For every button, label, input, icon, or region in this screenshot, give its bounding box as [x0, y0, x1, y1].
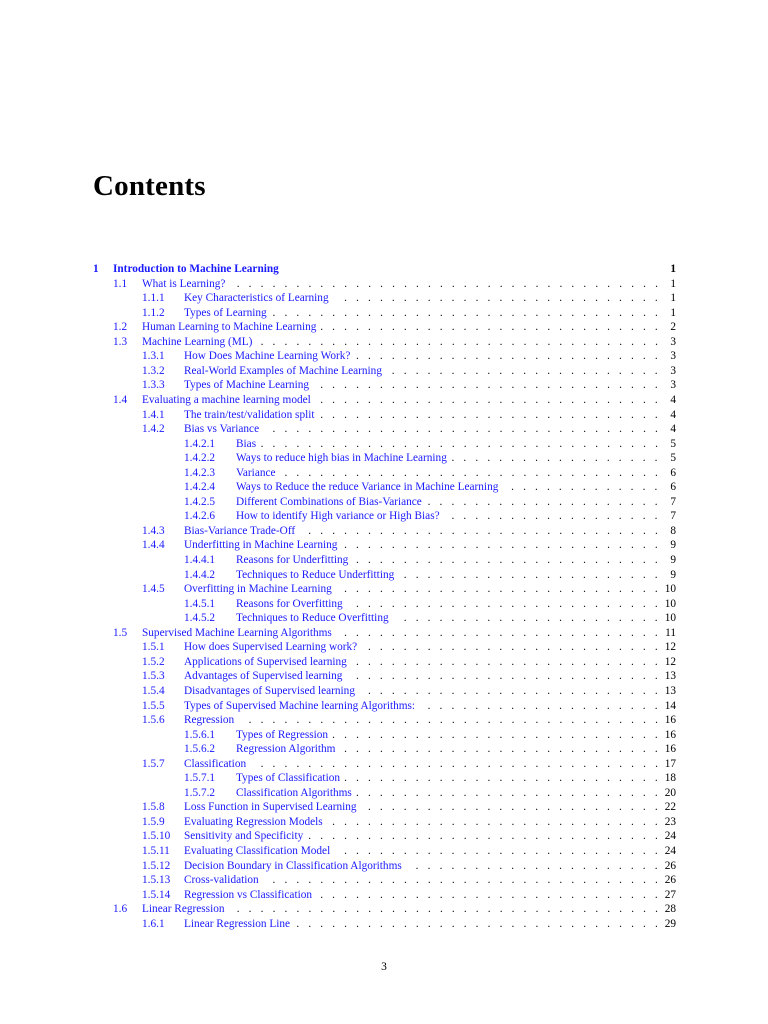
toc-entry[interactable] [0, 684, 768, 699]
toc-entry-link[interactable]: Bias [236, 437, 257, 450]
toc-entry-page: 18 [664, 772, 676, 785]
toc-entry-number[interactable]: 1.4.2.1 [184, 437, 216, 450]
toc-entry-number[interactable]: 1.5.6.2 [184, 743, 216, 756]
toc-entry-page: 9 [670, 554, 676, 566]
toc-entry-link[interactable]: Techniques to Reduce Underfitting [236, 568, 395, 581]
toc-entry-number[interactable]: 1.3.3 [142, 379, 165, 392]
toc-entry-number[interactable]: 1.5.6 [142, 714, 165, 727]
toc-entry-link[interactable]: Classification Algorithms [236, 786, 352, 799]
toc-entry-page: 4 [670, 393, 676, 406]
toc-entry-link[interactable]: Key Characteristics of Learning [184, 292, 329, 305]
toc-entry-link[interactable]: Regression Algorithm [236, 743, 336, 756]
toc-entry[interactable] [0, 800, 768, 815]
toc-entry[interactable] [0, 306, 768, 321]
dot-leader: .................................. [260, 335, 668, 348]
toc-entry-page: 1 [670, 292, 676, 305]
toc-entry-number[interactable]: 1.1.2 [142, 306, 165, 319]
toc-entry-page: 6 [670, 481, 676, 494]
toc-entry-link[interactable]: Variance [236, 466, 276, 479]
toc-entry[interactable] [0, 277, 768, 292]
toc-entry[interactable] [0, 378, 768, 393]
toc-entry[interactable] [0, 364, 768, 379]
toc-entry-number[interactable]: 1.5.5 [142, 699, 165, 712]
dot-leader: ............................. [320, 408, 667, 421]
toc-entry-number[interactable]: 1.6 [113, 903, 128, 916]
dot-leader: ......................... [367, 684, 667, 697]
toc-entry-page: 22 [664, 801, 676, 814]
toc-entry-page: 1 [670, 263, 676, 275]
toc-entry-link[interactable]: Human Learning to Machine Learning [142, 321, 317, 334]
dot-leader: .................. [451, 510, 667, 523]
dot-leader: ............. [511, 481, 667, 494]
toc-entry-page: 26 [664, 859, 676, 872]
toc-entry-number[interactable]: 1.1 [113, 277, 128, 290]
toc-entry-number[interactable]: 1.4.4 [142, 539, 165, 552]
toc-entry-link[interactable]: Advantages of Supervised learning [184, 670, 343, 683]
toc-entry-link[interactable]: Reasons for Underfitting [236, 554, 349, 566]
toc-entry-link[interactable]: Classification [184, 757, 247, 770]
dot-leader: ......................... [367, 641, 667, 654]
toc-entry-number[interactable]: 1.4.2.3 [184, 466, 216, 479]
toc-entry-page: 5 [670, 452, 676, 465]
toc-entry-page: 14 [664, 699, 676, 712]
toc-entry-link[interactable]: Reasons for Overfitting [236, 597, 343, 610]
toc-entry-number[interactable]: 1.5.12 [142, 859, 171, 872]
toc-entry-number[interactable]: 1.4.1 [142, 408, 165, 421]
toc-entry[interactable] [0, 524, 768, 539]
toc-entry-number[interactable]: 1.3.2 [142, 364, 165, 377]
dot-leader: ...................... [403, 568, 667, 581]
dot-leader: ................................ [284, 466, 667, 479]
toc-entry-link[interactable]: Different Combinations of Bias-Variance [236, 495, 422, 508]
dot-leader: ......................... [367, 801, 667, 814]
toc-entry-number[interactable]: 1.1.1 [142, 292, 165, 305]
toc-entry-page: 26 [664, 874, 676, 887]
toc-entry[interactable] [0, 597, 768, 612]
toc-entry[interactable] [0, 844, 768, 859]
dot-leader: ............................. [320, 321, 667, 334]
toc-entry-page: 20 [664, 786, 676, 799]
toc-entry-number[interactable]: 1.5.8 [142, 801, 165, 814]
toc-entry[interactable] [0, 262, 768, 277]
toc-entry[interactable] [0, 873, 768, 888]
toc-entry-link[interactable]: Regression vs Classification [184, 888, 313, 901]
dot-leader: ................................. [272, 423, 667, 436]
toc-entry-page: 10 [664, 583, 676, 596]
toc-entry-number[interactable]: 1.5.10 [142, 830, 171, 843]
toc-entry[interactable] [0, 728, 768, 743]
toc-entry-page: 23 [664, 815, 676, 828]
toc-entry[interactable] [0, 829, 768, 844]
dot-leader: ................................... [248, 714, 668, 727]
toc-entry-number[interactable]: 1.5.7.2 [184, 786, 216, 799]
toc-entry-number[interactable]: 1.5.7.1 [184, 772, 216, 785]
toc-entry-number[interactable]: 1.5.2 [142, 655, 165, 668]
toc-entry-number[interactable]: 1.5.14 [142, 888, 171, 901]
toc-entry-number[interactable]: 1.4 [113, 393, 128, 406]
toc-entry-number[interactable]: 1.4.5.1 [184, 597, 216, 610]
dot-leader: ...................... [403, 612, 667, 625]
toc-entry[interactable] [0, 480, 768, 495]
toc-entry-page: 10 [664, 612, 676, 625]
toc-entry-page: 16 [664, 728, 676, 741]
toc-entry-page: 3 [670, 364, 676, 377]
toc-entry-link[interactable]: Evaluating a machine learning model [142, 393, 311, 406]
toc-entry-number[interactable]: 1.5.6.1 [184, 728, 216, 741]
dot-leader: ............................ [332, 728, 667, 741]
toc-entry[interactable] [0, 699, 768, 714]
toc-entry-page: 12 [664, 655, 676, 668]
toc-entry-link[interactable]: Introduction to Machine Learning [113, 263, 279, 275]
toc-entry[interactable] [0, 771, 768, 786]
toc-entry-number[interactable]: 1.5.9 [142, 815, 165, 828]
toc-entry-link[interactable]: Types of Regression [236, 728, 329, 741]
toc-entry-page: 7 [670, 510, 676, 523]
toc-entry[interactable] [0, 320, 768, 335]
toc-entry-link[interactable]: Bias-Variance Trade-Off [184, 524, 296, 537]
toc-entry-link[interactable]: How does Supervised Learning work? [184, 641, 358, 654]
toc-entry-link[interactable]: Supervised Machine Learning Algorithms [142, 626, 332, 639]
toc-entry[interactable] [0, 742, 768, 757]
dot-leader: ....................... [391, 364, 667, 377]
toc-entry-link[interactable]: Machine Learning (ML) [142, 335, 253, 348]
dot-leader: .......................... [356, 786, 667, 799]
dot-leader: .................................... [236, 903, 668, 916]
toc-entry-number[interactable]: 1 [93, 263, 99, 275]
toc-entry-number[interactable]: 1.4.2.2 [184, 452, 216, 465]
toc-entry-link[interactable]: Underfitting in Machine Learning [184, 539, 338, 552]
toc-entry-number[interactable]: 1.4.5.2 [184, 612, 216, 625]
dot-leader: .................. [451, 452, 667, 465]
toc-entry-page: 12 [664, 641, 676, 654]
toc-entry[interactable] [0, 640, 768, 655]
dot-leader: ........................... [344, 292, 667, 305]
dot-leader: .................................. [260, 437, 668, 450]
toc-entry-number[interactable]: 1.4.3 [142, 524, 165, 537]
toc-entry[interactable] [0, 917, 768, 932]
toc-entry[interactable] [0, 582, 768, 597]
dot-leader: ............................ [332, 815, 667, 828]
toc-entry-page: 9 [670, 539, 676, 552]
toc-entry-page: 5 [670, 437, 676, 450]
toc-entry-link[interactable]: Evaluating Regression Models [184, 815, 323, 828]
toc-entry-number[interactable]: 1.4.5 [142, 583, 165, 596]
dot-leader: ........................... [344, 626, 667, 639]
dot-leader: .......................... [356, 350, 667, 363]
toc-entry-link[interactable]: Disadvantages of Supervised learning [184, 684, 355, 697]
toc-entry-page: 24 [664, 845, 676, 857]
dot-leader: ............................. [320, 888, 667, 901]
toc-entry[interactable] [0, 495, 768, 510]
toc-entry-link[interactable]: Overfitting in Machine Learning [184, 583, 332, 596]
toc-entry-number[interactable]: 1.4.2.4 [184, 481, 216, 494]
dot-leader: ............................. [320, 379, 667, 392]
toc-entry-number[interactable]: 1.5.7 [142, 757, 165, 770]
toc-entry-number[interactable]: 1.5.4 [142, 684, 165, 697]
dot-leader: .......................... [356, 670, 667, 683]
toc-entry-page: 29 [664, 917, 676, 930]
toc-entry-link[interactable]: Real-World Examples of Machine Learning [184, 364, 382, 377]
dot-leader: ........................... [344, 539, 667, 552]
dot-leader: .......................... [356, 554, 667, 566]
toc-entry[interactable] [0, 538, 768, 553]
toc-entry-page: 13 [664, 684, 676, 697]
toc-entry[interactable] [0, 466, 768, 481]
toc-entry-page: 7 [670, 495, 676, 508]
toc-entry-link[interactable]: Types of Supervised Machine learning Algorithms: [184, 699, 416, 712]
toc-entry-page: 2 [670, 321, 676, 334]
toc-entry-page: 6 [670, 466, 676, 479]
dot-leader: .............................. [308, 524, 667, 537]
toc-entry-page: 24 [664, 830, 676, 843]
toc-entry[interactable] [0, 902, 768, 917]
toc-entry-number[interactable]: 1.4.4.1 [184, 554, 216, 566]
toc-entry-link[interactable]: Sensitivity and Specificity [184, 830, 304, 843]
toc-entry[interactable] [0, 626, 768, 641]
toc-entry-number[interactable]: 1.4.2 [142, 423, 165, 436]
toc-entry[interactable] [0, 568, 768, 583]
toc-entry[interactable] [0, 335, 768, 350]
toc-entry-page: 4 [670, 423, 676, 436]
dot-leader: ........................... [344, 772, 667, 785]
toc-entry[interactable] [0, 713, 768, 728]
dot-leader: .............................. [308, 830, 667, 843]
toc-entry-link[interactable]: Linear Regression Line [184, 917, 291, 930]
dot-leader: ........................... [344, 583, 667, 596]
toc-entry-link[interactable]: How Does Machine Learning Work? [184, 350, 351, 363]
dot-leader: ........................... [344, 743, 667, 756]
page-number: 3 [381, 961, 387, 973]
toc-entry[interactable] [0, 349, 768, 364]
toc-entry-link[interactable]: Cross-validation [184, 874, 259, 887]
toc-entry-link[interactable]: Applications of Supervised learning [184, 655, 347, 668]
toc-entry-link[interactable]: The train/test/validation split [184, 408, 315, 421]
dot-leader: .......................... [356, 597, 667, 610]
toc-entry-page: 10 [664, 597, 676, 610]
dot-leader: ................................. [272, 874, 667, 887]
dot-leader: .................................. [260, 757, 668, 770]
toc-entry-page: 4 [670, 408, 676, 421]
toc-entry-link[interactable]: Types of Classification [236, 772, 340, 785]
toc-entry-link[interactable]: Types of Learning [184, 306, 267, 319]
toc-entry-page: 1 [670, 277, 676, 290]
toc-entry-link[interactable]: Regression [184, 714, 235, 727]
toc-entry-link[interactable]: Ways to reduce high bias in Machine Learning [236, 452, 447, 465]
toc-entry-page: 11 [665, 626, 676, 639]
toc-entry[interactable] [0, 393, 768, 408]
toc-entry-link[interactable]: Ways to Reduce the reduce Variance in Machine Learning [236, 481, 499, 494]
toc-entry[interactable] [0, 437, 768, 452]
dot-leader: ................................. [272, 306, 667, 319]
toc-entry-page: 17 [664, 757, 676, 770]
toc-entry[interactable] [0, 509, 768, 524]
toc-entry-page: 16 [664, 743, 676, 756]
toc-entry-number[interactable]: 1.2 [113, 321, 128, 334]
dot-leader: .................... [427, 699, 667, 712]
toc-entry-link[interactable]: Loss Function in Supervised Learning [184, 801, 357, 814]
toc-entry-page: 16 [664, 714, 676, 727]
toc-entry-page: 8 [670, 524, 676, 537]
dot-leader: ............................. [320, 393, 667, 406]
toc-entry-link[interactable]: Linear Regression [142, 903, 225, 916]
toc-entry-link[interactable]: Techniques to Reduce Overfitting [236, 612, 389, 625]
toc-entry-link[interactable]: Evaluating Classification Model [184, 845, 331, 857]
toc-entry-page: 13 [664, 670, 676, 683]
toc-entry-number[interactable]: 1.3.1 [142, 350, 165, 363]
toc-entry[interactable] [0, 408, 768, 423]
toc-entry[interactable] [0, 859, 768, 874]
dot-leader: .......................... [356, 655, 667, 668]
toc-entry[interactable] [0, 655, 768, 670]
toc-entry-number[interactable]: 1.5.13 [142, 874, 171, 887]
toc-entry-page: 3 [670, 350, 676, 363]
toc-entry-number[interactable]: 1.4.2.6 [184, 510, 216, 523]
toc-entry-number[interactable]: 1.5.1 [142, 641, 165, 654]
toc-entry-number[interactable]: 1.3 [113, 335, 128, 348]
toc-entry-number[interactable]: 1.5.11 [142, 845, 170, 857]
toc-entry[interactable] [0, 888, 768, 903]
toc-entry-page: 3 [670, 335, 676, 348]
dot-leader: .................................... [236, 277, 668, 290]
toc-entry-page: 27 [664, 888, 676, 901]
dot-leader: ........................... [344, 845, 667, 857]
toc-entry-link[interactable]: Bias vs Variance [184, 423, 260, 436]
toc-entry[interactable] [0, 422, 768, 437]
toc-entry-page: 3 [670, 379, 676, 392]
toc-entry[interactable] [0, 291, 768, 306]
dot-leader: ..................... [415, 859, 667, 872]
toc-entry[interactable] [0, 815, 768, 830]
toc-entry-link[interactable]: What is Learning? [142, 277, 226, 290]
toc-entry[interactable] [0, 451, 768, 466]
toc-entry-page: 1 [670, 306, 676, 319]
dot-leader: ............................... [296, 917, 667, 930]
toc-entry[interactable] [0, 553, 768, 568]
toc-entry-number[interactable]: 1.6.1 [142, 917, 165, 930]
toc-entry-number[interactable]: 1.4.2.5 [184, 495, 216, 508]
toc-entry-link[interactable]: How to identify High variance or High Bias? [236, 510, 440, 523]
toc-entry[interactable] [0, 611, 768, 626]
toc-entry-number[interactable]: 1.5.3 [142, 670, 165, 683]
toc-entry[interactable] [0, 786, 768, 801]
page-title: Contents [93, 170, 206, 202]
toc-entry[interactable] [0, 669, 768, 684]
toc-entry-page: 28 [664, 903, 676, 916]
dot-leader: .................... [427, 495, 667, 508]
toc-entry-link[interactable]: Types of Machine Learning [184, 379, 309, 392]
toc-entry-link[interactable]: Decision Boundary in Classification Algorithms [184, 859, 402, 872]
toc-entry[interactable] [0, 757, 768, 772]
toc-entry-number[interactable]: 1.5 [113, 626, 128, 639]
toc-entry-number[interactable]: 1.4.4.2 [184, 568, 216, 581]
toc-entry-page: 9 [670, 568, 676, 581]
